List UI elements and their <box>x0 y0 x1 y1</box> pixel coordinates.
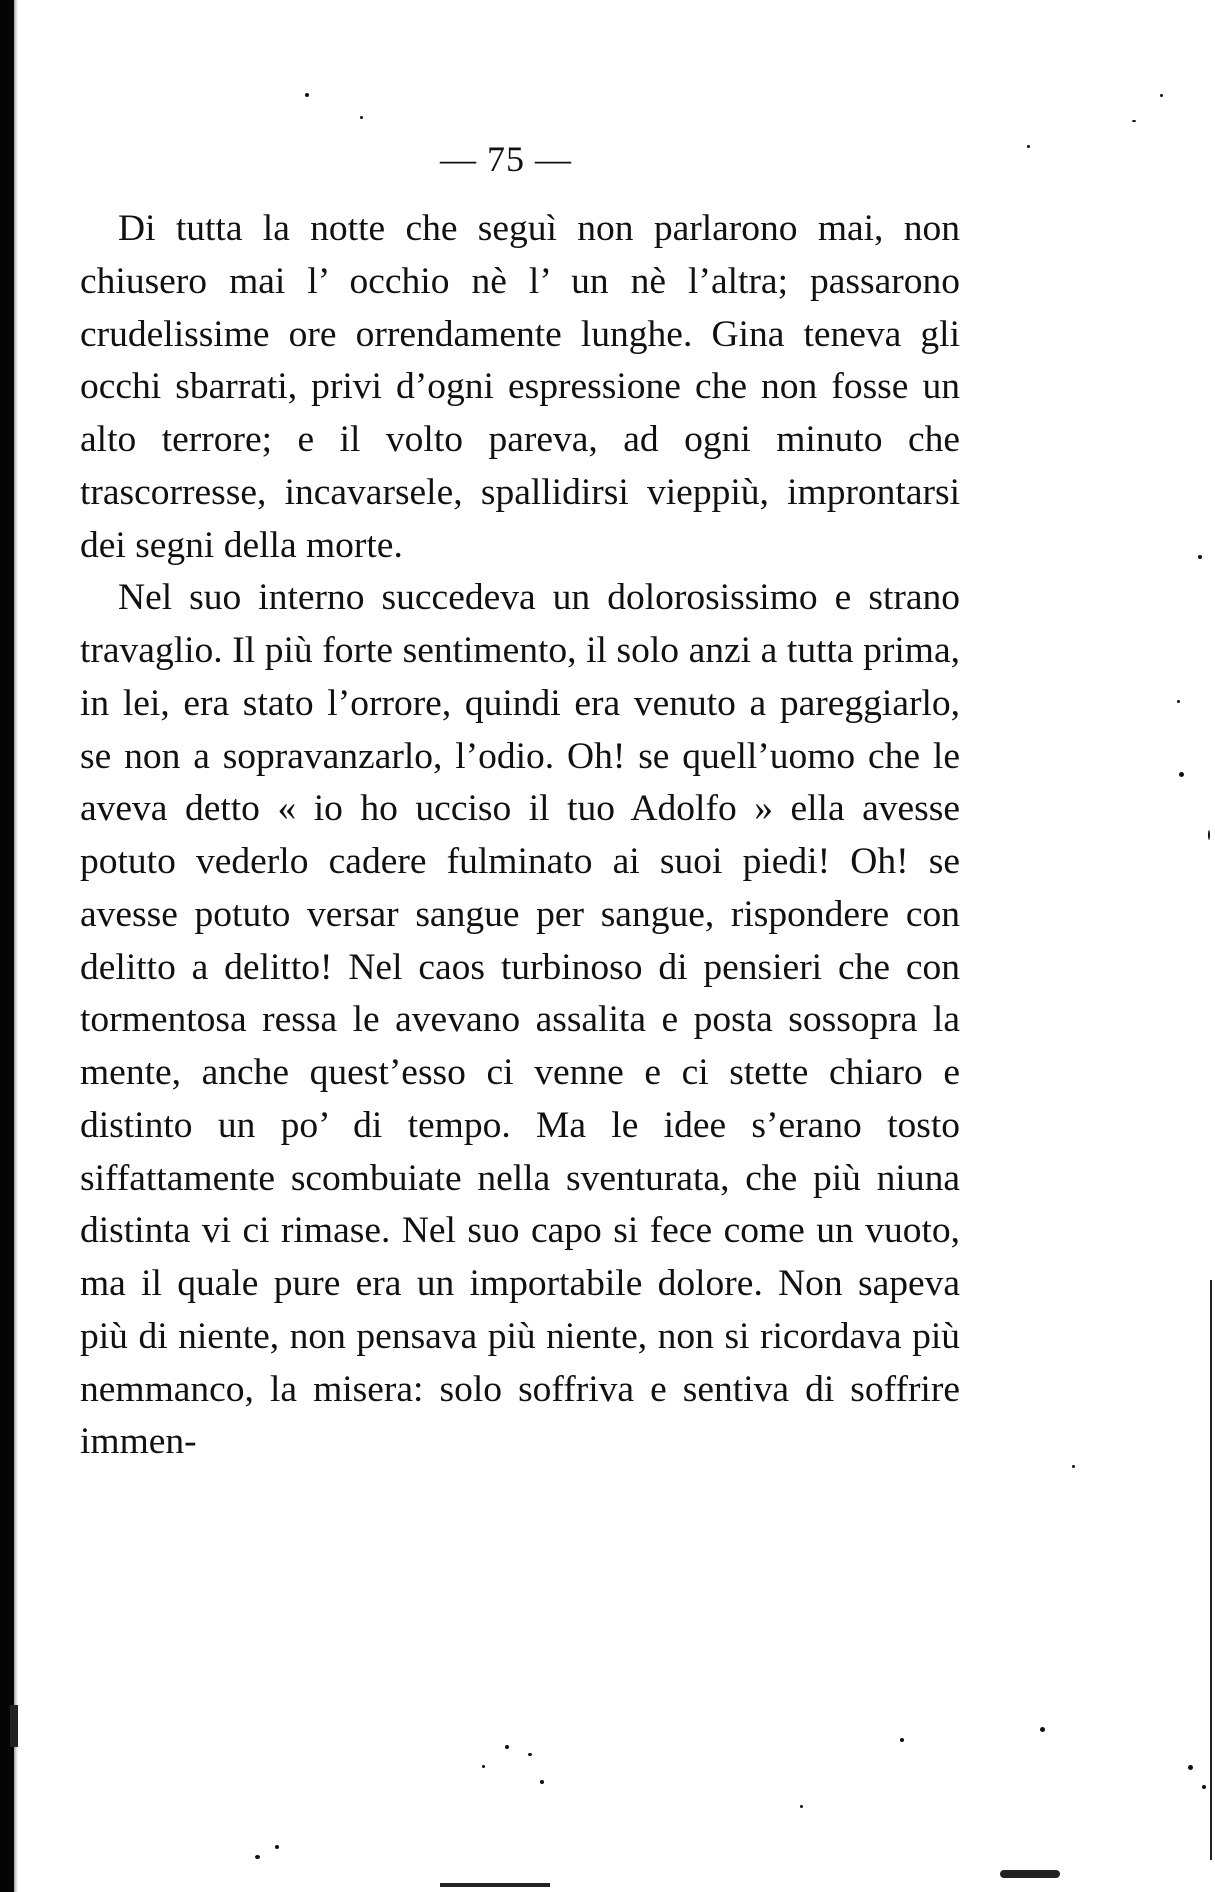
paragraph-1: Di tutta la notte che seguì non parlarono mai, non chiusero mai l’ occhio nè l’ un nè l’altra; passarono crudelissime ore orrendamente lunghe. Gina teneva gli occhi sbarrati, privi d’ogni espressione che non fosse un alto terrore; e il volto pareva, ad ogni minuto che trascorresse, incavarsele, spallidirsi vieppiù, improntarsi dei segni della morte. <box>80 208 960 566</box>
binding-edge <box>0 0 14 1892</box>
page-number: — 75 — <box>440 139 572 179</box>
body-text <box>80 203 960 1469</box>
paragraph-2: Nel suo interno succedeva un dolorosissimo e strano travaglio. Il più forte sentimento, il solo anzi a tutta prima, in lei, era stato l’orrore, quindi era venuto a pareggiarlo, se non a sopravanzarlo, l’odio. Oh! se quell’uomo che le aveva detto « io ho ucciso il tuo Adolfo » ella avesse potuto vederlo cadere fulminato ai suoi piedi! Oh! se avesse potuto versar sangue per sangue, rispondere con delitto a delitto! Nel caos turbinoso di pensieri che con tormentosa ressa le avevano assalita e posta sossopra la mente, anche quest’esso ci venne e ci stette chiaro e distinto un po’ di tempo. Ma le idee s’erano tosto siffattamente scombuiate nella sventurata, che più niuna distinta vi ci rimase. Nel suo capo si fece come un vuoto, ma il quale pure era un importabile dolore. Non sapeva più di niente, non pensava più niente, non si ricordava più nemmanco, la misera: solo soffriva e sentiva di soffrire immen- <box>80 577 960 1463</box>
